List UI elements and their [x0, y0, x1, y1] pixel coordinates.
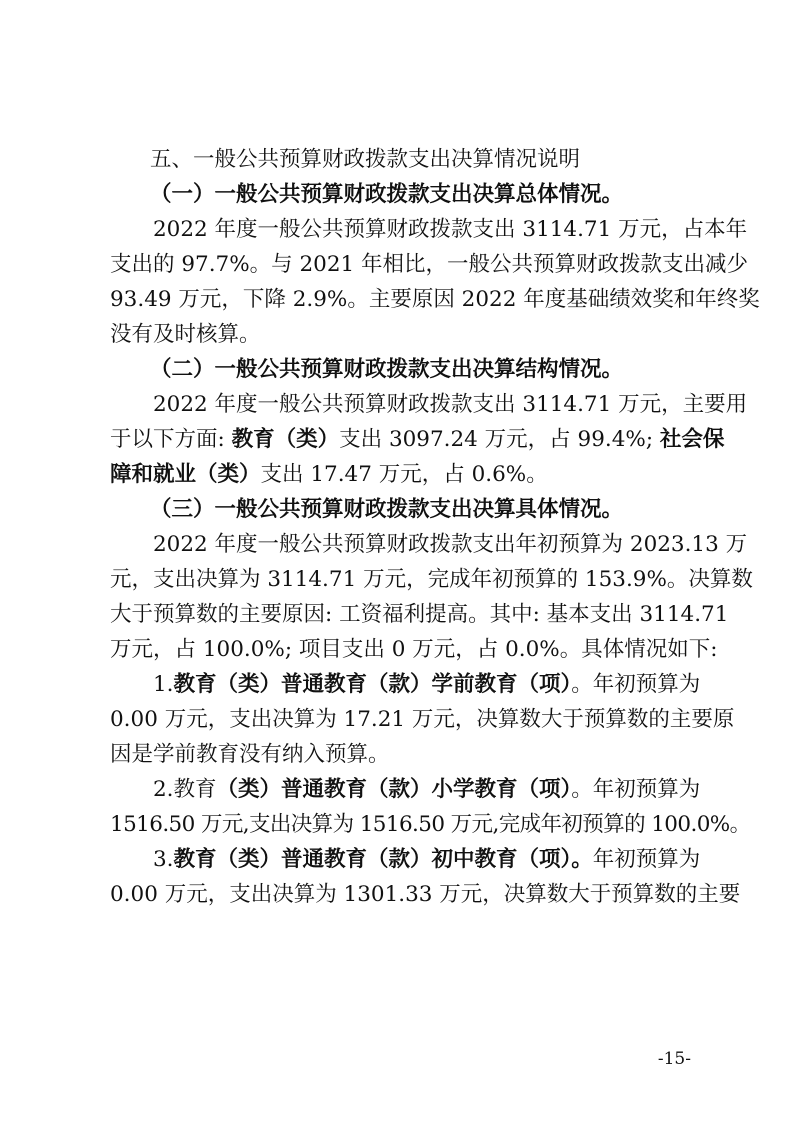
paragraph-line: 元，支出决算为 3114.71 万元，完成年初预算的 153.9%。决算数 — [110, 567, 753, 592]
subsection-title-2: （二）一般公共预算财政拨款支出决算结构情况。 — [150, 357, 624, 382]
paragraph-line — [110, 457, 690, 492]
item-1-line — [110, 667, 701, 702]
paragraph-line: 0.00 万元，支出决算为 1301.33 万元，决算数大于预算数的主要 — [110, 882, 741, 907]
paragraph-line: 1516.50 万元,支出决算为 1516.50 万元,完成年初预算的 100.0%。 — [110, 812, 751, 837]
paragraph-line: 2022 年度一般公共预算财政拨款支出 3114.71 万元，占本年 — [153, 217, 748, 242]
item-title: 教育（类）普通教育（款）学前教育（项） — [173, 672, 572, 697]
paragraph-line: 没有及时核算。 — [110, 322, 261, 347]
item-title: （类）普通教育（款）小学教育（项） — [216, 777, 572, 802]
item-title: 教育（类）普通教育（款）初中教育（项）。 — [173, 847, 593, 872]
paragraph-line: 93.49 万元，下降 2.9%。主要原因 2022 年度基础绩效奖和年终奖 — [110, 287, 760, 312]
bold-category: 社会保 — [659, 427, 725, 452]
item-number: 1. — [153, 672, 174, 697]
item-number: 2.教育 — [153, 777, 217, 802]
page-content — [110, 142, 760, 912]
paragraph-line: 万元，占 100.0%; 项目支出 0 万元，占 0.0%。具体情况如下: — [110, 637, 718, 662]
page-number: -15- — [657, 1049, 691, 1069]
bold-category: 障和就业（类） — [110, 462, 261, 487]
subsection-title-1: （一）一般公共预算财政拨款支出决算总体情况。 — [150, 182, 624, 207]
text-run: 支出 3097.24 万元，占 99.4%; — [339, 427, 660, 452]
bold-category: 教育（类） — [231, 427, 340, 452]
text-run: 年初预算为 — [592, 847, 701, 872]
subsection-title-3: （三）一般公共预算财政拨款支出决算具体情况。 — [150, 497, 624, 522]
item-3-line — [110, 842, 701, 877]
text-run: 。年初预算为 — [571, 777, 701, 802]
paragraph-line: 0.00 万元，支出决算为 17.21 万元，决算数大于预算数的主要原 — [110, 707, 735, 732]
text-run: 支出 17.47 万元，占 0.6%。 — [260, 462, 548, 487]
paragraph-line: 支出的 97.7%。与 2021 年相比，一般公共预算财政拨款支出减少 — [110, 252, 749, 277]
text-run: 。年初预算为 — [571, 672, 701, 697]
paragraph-line: 大于预算数的主要原因: 工资福利提高。其中: 基本支出 3114.71 — [110, 602, 729, 627]
paragraph-line: 因是学前教育没有纳入预算。 — [110, 742, 390, 767]
item-number: 3. — [153, 847, 174, 872]
text-run: 于以下方面: — [110, 427, 232, 452]
section-heading: 五、一般公共预算财政拨款支出决算情况说明 — [150, 147, 581, 172]
paragraph-line: 2022 年度一般公共预算财政拨款支出 3114.71 万元，主要用 — [153, 392, 748, 417]
paragraph-line: 2022 年度一般公共预算财政拨款支出年初预算为 2023.13 万 — [153, 532, 748, 557]
item-2-line — [110, 772, 701, 807]
paragraph-line — [110, 422, 725, 457]
